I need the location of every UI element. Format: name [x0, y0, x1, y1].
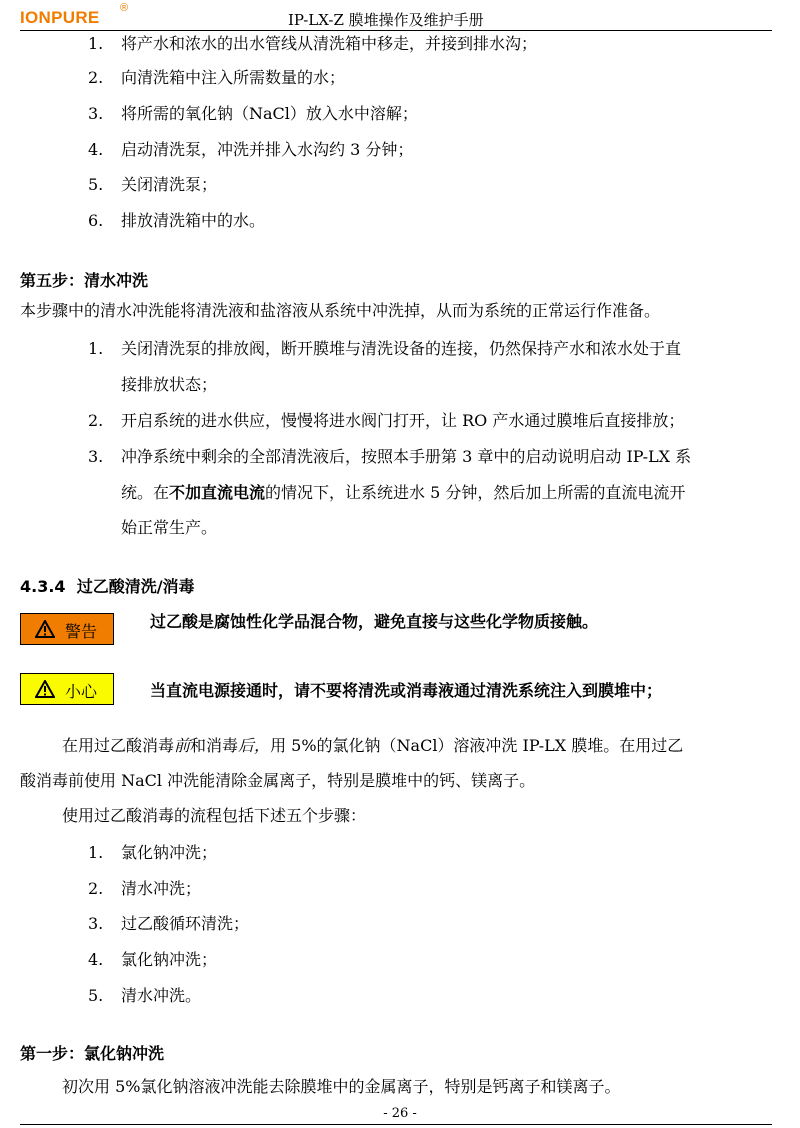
- emphasis-no-dc: 不加直流电流: [169, 483, 266, 502]
- warning-badge: [20, 613, 114, 645]
- header-title: IP-LX-Z 膜堆操作及维护手册: [288, 11, 484, 29]
- caution-badge: [20, 673, 114, 705]
- step1-text: 初次用 5%氯化钠溶液冲洗能去除膜堆中的金属离子，特别是钙离子和镁离子。: [62, 1077, 621, 1096]
- paragraph-line: 酸消毒前使用 NaCl 冲洗能清除金属离子，特别是膜堆中的钙、镁离子。: [20, 771, 536, 790]
- warning-triangle-icon: [35, 620, 55, 638]
- caution-label: 小心: [65, 682, 98, 701]
- step5-heading: 第五步：清水冲洗: [20, 271, 149, 290]
- warning-triangle-icon: [35, 680, 55, 698]
- warning-text: 过乙酸是腐蚀性化学品混合物，避免直接与这些化学物质接触。: [150, 612, 599, 631]
- page-header: [20, 2, 772, 32]
- page-number: - 26 -: [383, 1106, 417, 1121]
- header-divider: [20, 30, 772, 31]
- paragraph-line: 使用过乙酸消毒的流程包括下述五个步骤：: [62, 806, 367, 825]
- paragraph-line: 在用过乙酸消毒前和消毒后，用 5%的氯化钠（NaCl）溶液冲洗 IP-LX 膜堆。在用过乙: [62, 736, 684, 755]
- warning-label: 警告: [65, 622, 98, 641]
- ionpure-logo: IONPURE ®: [20, 2, 129, 27]
- section-heading: 4.3.4 过乙酸清洗/消毒: [20, 577, 195, 596]
- step1-heading: 第一步：氯化钠冲洗: [20, 1044, 165, 1063]
- caution-text: 当直流电源接通时，请不要将清洗或消毒液通过清洗系统注入到膜堆中；: [150, 681, 663, 700]
- step5-intro: 本步骤中的清水冲洗能将清洗液和盐溶液从系统中冲洗掉，从而为系统的正常运行作准备。: [20, 301, 661, 320]
- footer-divider: [20, 1124, 772, 1125]
